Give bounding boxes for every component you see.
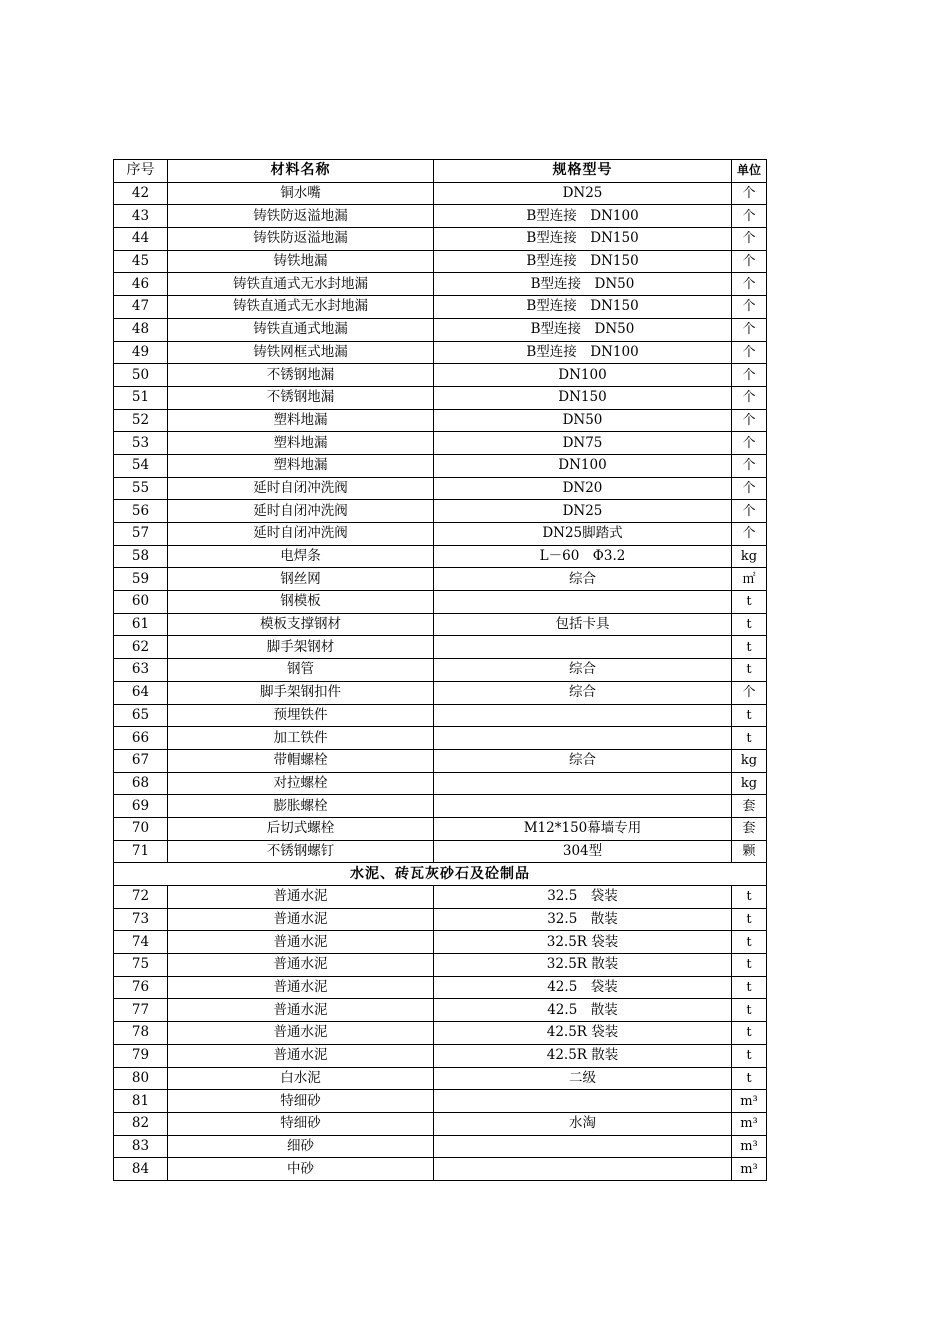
cell-name: 不锈钢地漏 — [168, 364, 434, 387]
table-row — [114, 1022, 767, 1045]
table-row — [114, 704, 767, 727]
table-row — [114, 749, 767, 772]
cell-name: 铸铁直通式无水封地漏 — [168, 296, 434, 319]
cell-no: 56 — [114, 500, 168, 523]
cell-name: 预埋铁件 — [168, 704, 434, 727]
cell-name: 铜水嘴 — [168, 182, 434, 205]
cell-no: 43 — [114, 205, 168, 228]
cell-unit: m³ — [732, 1112, 767, 1135]
table-row — [114, 886, 767, 909]
cell-unit: t — [732, 908, 767, 931]
cell-spec: 综合 — [434, 659, 732, 682]
cell-unit: kg — [732, 749, 767, 772]
cell-unit: 个 — [732, 432, 767, 455]
cell-unit: t — [732, 591, 767, 614]
cell-unit: 个 — [732, 523, 767, 546]
cell-spec: B型连接 DN100 — [434, 341, 732, 364]
table-row — [114, 1090, 767, 1113]
cell-name: 不锈钢地漏 — [168, 386, 434, 409]
cell-no: 57 — [114, 523, 168, 546]
cell-unit: 颗 — [732, 840, 767, 863]
cell-name: 特细砂 — [168, 1090, 434, 1113]
cell-unit: 个 — [732, 296, 767, 319]
cell-spec — [434, 795, 732, 818]
cell-name: 中砂 — [168, 1158, 434, 1181]
cell-unit: t — [732, 659, 767, 682]
table-row — [114, 1158, 767, 1181]
cell-no: 72 — [114, 886, 168, 909]
cell-spec — [434, 1135, 732, 1158]
cell-no: 53 — [114, 432, 168, 455]
cell-no: 51 — [114, 386, 168, 409]
cell-no: 76 — [114, 976, 168, 999]
cell-name: 脚手架钢扣件 — [168, 681, 434, 704]
table-row — [114, 409, 767, 432]
section-row — [114, 863, 767, 886]
table-row — [114, 681, 767, 704]
table-row — [114, 795, 767, 818]
cell-spec: DN25 — [434, 500, 732, 523]
table-row — [114, 659, 767, 682]
cell-unit: 个 — [732, 454, 767, 477]
cell-spec: DN20 — [434, 477, 732, 500]
cell-name: 钢丝网 — [168, 568, 434, 591]
cell-name: 普通水泥 — [168, 1044, 434, 1067]
cell-spec: DN100 — [434, 454, 732, 477]
cell-spec: 42.5 散装 — [434, 999, 732, 1022]
table-row — [114, 545, 767, 568]
cell-no: 46 — [114, 273, 168, 296]
cell-unit: t — [732, 727, 767, 750]
table-row — [114, 341, 767, 364]
cell-spec: 42.5 袋装 — [434, 976, 732, 999]
table-row — [114, 182, 767, 205]
header-name: 材料名称 — [168, 160, 434, 183]
cell-spec: 42.5R 散装 — [434, 1044, 732, 1067]
cell-unit: kg — [732, 545, 767, 568]
cell-spec — [434, 1158, 732, 1181]
cell-name: 延时自闭冲洗阀 — [168, 523, 434, 546]
cell-spec: DN100 — [434, 364, 732, 387]
cell-spec — [434, 1090, 732, 1113]
cell-unit: m³ — [732, 1158, 767, 1181]
cell-no: 73 — [114, 908, 168, 931]
cell-name: 白水泥 — [168, 1067, 434, 1090]
cell-unit: t — [732, 1044, 767, 1067]
cell-no: 75 — [114, 954, 168, 977]
cell-unit: 个 — [732, 409, 767, 432]
cell-spec — [434, 591, 732, 614]
cell-no: 78 — [114, 1022, 168, 1045]
cell-no: 70 — [114, 817, 168, 840]
table-row — [114, 976, 767, 999]
table-row — [114, 523, 767, 546]
cell-spec: 32.5R 袋装 — [434, 931, 732, 954]
cell-name: 脚手架钢材 — [168, 636, 434, 659]
table-row — [114, 386, 767, 409]
table-row — [114, 432, 767, 455]
cell-no: 64 — [114, 681, 168, 704]
table-row — [114, 318, 767, 341]
cell-name: 塑料地漏 — [168, 432, 434, 455]
table-row — [114, 636, 767, 659]
table-row — [114, 817, 767, 840]
table-section — [114, 863, 767, 886]
cell-no: 61 — [114, 613, 168, 636]
table-row — [114, 500, 767, 523]
table-row — [114, 273, 767, 296]
cell-name: 对拉螺栓 — [168, 772, 434, 795]
cell-no: 66 — [114, 727, 168, 750]
cell-name: 后切式螺栓 — [168, 817, 434, 840]
cell-spec — [434, 727, 732, 750]
cell-unit: kg — [732, 772, 767, 795]
cell-spec: L－60 Φ3.2 — [434, 545, 732, 568]
table-row — [114, 908, 767, 931]
cell-unit: 个 — [732, 250, 767, 273]
cell-spec: B型连接 DN150 — [434, 250, 732, 273]
cell-name: 模板支撑钢材 — [168, 613, 434, 636]
cell-spec: M12*150幕墙专用 — [434, 817, 732, 840]
cell-unit: 个 — [732, 477, 767, 500]
cell-spec: B型连接 DN50 — [434, 318, 732, 341]
cell-spec: DN25脚踏式 — [434, 523, 732, 546]
table-row — [114, 1044, 767, 1067]
cell-name: 普通水泥 — [168, 1022, 434, 1045]
cell-unit: 个 — [732, 681, 767, 704]
cell-unit: 个 — [732, 182, 767, 205]
cell-spec: 304型 — [434, 840, 732, 863]
cell-unit: t — [732, 704, 767, 727]
cell-name: 钢管 — [168, 659, 434, 682]
table-row — [114, 999, 767, 1022]
cell-name: 铸铁直通式无水封地漏 — [168, 273, 434, 296]
cell-spec: DN75 — [434, 432, 732, 455]
cell-unit: 个 — [732, 318, 767, 341]
table-row — [114, 454, 767, 477]
cell-unit: 个 — [732, 500, 767, 523]
cell-unit: t — [732, 1022, 767, 1045]
cell-spec: B型连接 DN100 — [434, 205, 732, 228]
header-spec: 规格型号 — [434, 160, 732, 183]
cell-no: 81 — [114, 1090, 168, 1113]
cell-name: 普通水泥 — [168, 931, 434, 954]
cell-name: 普通水泥 — [168, 976, 434, 999]
cell-no: 60 — [114, 591, 168, 614]
table-row — [114, 772, 767, 795]
cell-spec: 包括卡具 — [434, 613, 732, 636]
cell-no: 77 — [114, 999, 168, 1022]
cell-name: 塑料地漏 — [168, 454, 434, 477]
cell-no: 79 — [114, 1044, 168, 1067]
cell-no: 74 — [114, 931, 168, 954]
cell-no: 68 — [114, 772, 168, 795]
cell-no: 44 — [114, 228, 168, 251]
cell-spec: DN50 — [434, 409, 732, 432]
cell-name: 带帽螺栓 — [168, 749, 434, 772]
cell-no: 52 — [114, 409, 168, 432]
cell-no: 84 — [114, 1158, 168, 1181]
table-row — [114, 296, 767, 319]
table-row — [114, 250, 767, 273]
cell-no: 49 — [114, 341, 168, 364]
cell-name: 延时自闭冲洗阀 — [168, 477, 434, 500]
table-body-cement — [114, 886, 767, 1181]
cell-spec: 32.5R 散装 — [434, 954, 732, 977]
cell-no: 59 — [114, 568, 168, 591]
cell-unit: 套 — [732, 795, 767, 818]
cell-no: 50 — [114, 364, 168, 387]
table-row — [114, 591, 767, 614]
cell-unit: ㎡ — [732, 568, 767, 591]
cell-spec — [434, 772, 732, 795]
cell-unit: t — [732, 976, 767, 999]
table-row — [114, 1067, 767, 1090]
cell-name: 不锈钢螺钉 — [168, 840, 434, 863]
cell-spec: B型连接 DN150 — [434, 296, 732, 319]
cell-spec: 综合 — [434, 568, 732, 591]
cell-no: 71 — [114, 840, 168, 863]
cell-unit: 套 — [732, 817, 767, 840]
cell-no: 82 — [114, 1112, 168, 1135]
table-row — [114, 228, 767, 251]
cell-spec — [434, 636, 732, 659]
cell-name: 铸铁直通式地漏 — [168, 318, 434, 341]
table-row — [114, 477, 767, 500]
table-row — [114, 1135, 767, 1158]
table-row — [114, 840, 767, 863]
cell-name: 钢模板 — [168, 591, 434, 614]
cell-spec: B型连接 DN50 — [434, 273, 732, 296]
cell-unit: m³ — [732, 1090, 767, 1113]
cell-spec: 32.5 散装 — [434, 908, 732, 931]
cell-unit: t — [732, 999, 767, 1022]
cell-no: 47 — [114, 296, 168, 319]
cell-unit: 个 — [732, 205, 767, 228]
cell-spec — [434, 704, 732, 727]
cell-unit: 个 — [732, 273, 767, 296]
cell-unit: t — [732, 954, 767, 977]
header-no: 序号 — [114, 160, 168, 183]
cell-no: 65 — [114, 704, 168, 727]
table-row — [114, 613, 767, 636]
cell-unit: t — [732, 636, 767, 659]
table-row — [114, 954, 767, 977]
cell-spec: 综合 — [434, 681, 732, 704]
cell-name: 延时自闭冲洗阀 — [168, 500, 434, 523]
cell-spec: 综合 — [434, 749, 732, 772]
cell-no: 55 — [114, 477, 168, 500]
cell-no: 42 — [114, 182, 168, 205]
cell-name: 电焊条 — [168, 545, 434, 568]
cell-spec: DN150 — [434, 386, 732, 409]
cell-spec: 二级 — [434, 1067, 732, 1090]
cell-name: 细砂 — [168, 1135, 434, 1158]
cell-spec: DN25 — [434, 182, 732, 205]
section-title: 水泥、砖瓦灰砂石及砼制品 — [114, 863, 767, 886]
cell-name: 加工铁件 — [168, 727, 434, 750]
cell-name: 普通水泥 — [168, 908, 434, 931]
cell-unit: 个 — [732, 341, 767, 364]
cell-no: 63 — [114, 659, 168, 682]
cell-name: 铸铁地漏 — [168, 250, 434, 273]
cell-no: 83 — [114, 1135, 168, 1158]
table-row — [114, 205, 767, 228]
cell-name: 铸铁防返溢地漏 — [168, 228, 434, 251]
cell-name: 普通水泥 — [168, 886, 434, 909]
cell-unit: t — [732, 613, 767, 636]
cell-spec: 42.5R 袋装 — [434, 1022, 732, 1045]
table-row — [114, 727, 767, 750]
cell-name: 特细砂 — [168, 1112, 434, 1135]
cell-unit: t — [732, 1067, 767, 1090]
table-body-metal — [114, 182, 767, 863]
cell-unit: 个 — [732, 364, 767, 387]
cell-spec: B型连接 DN150 — [434, 228, 732, 251]
cell-unit: m³ — [732, 1135, 767, 1158]
table-row — [114, 568, 767, 591]
cell-spec: 水淘 — [434, 1112, 732, 1135]
cell-no: 54 — [114, 454, 168, 477]
cell-spec: 32.5 袋装 — [434, 886, 732, 909]
cell-no: 45 — [114, 250, 168, 273]
cell-no: 62 — [114, 636, 168, 659]
cell-no: 67 — [114, 749, 168, 772]
header-row — [114, 160, 767, 183]
cell-name: 膨胀螺栓 — [168, 795, 434, 818]
table-row — [114, 1112, 767, 1135]
table-row — [114, 931, 767, 954]
cell-unit: 个 — [732, 386, 767, 409]
table-row — [114, 364, 767, 387]
cell-name: 普通水泥 — [168, 999, 434, 1022]
materials-table — [113, 159, 767, 1181]
header-unit: 单位 — [732, 160, 767, 183]
cell-no: 80 — [114, 1067, 168, 1090]
cell-name: 铸铁网框式地漏 — [168, 341, 434, 364]
cell-name: 铸铁防返溢地漏 — [168, 205, 434, 228]
cell-name: 普通水泥 — [168, 954, 434, 977]
cell-no: 48 — [114, 318, 168, 341]
cell-no: 58 — [114, 545, 168, 568]
cell-no: 69 — [114, 795, 168, 818]
cell-name: 塑料地漏 — [168, 409, 434, 432]
cell-unit: t — [732, 886, 767, 909]
cell-unit: t — [732, 931, 767, 954]
cell-unit: 个 — [732, 228, 767, 251]
